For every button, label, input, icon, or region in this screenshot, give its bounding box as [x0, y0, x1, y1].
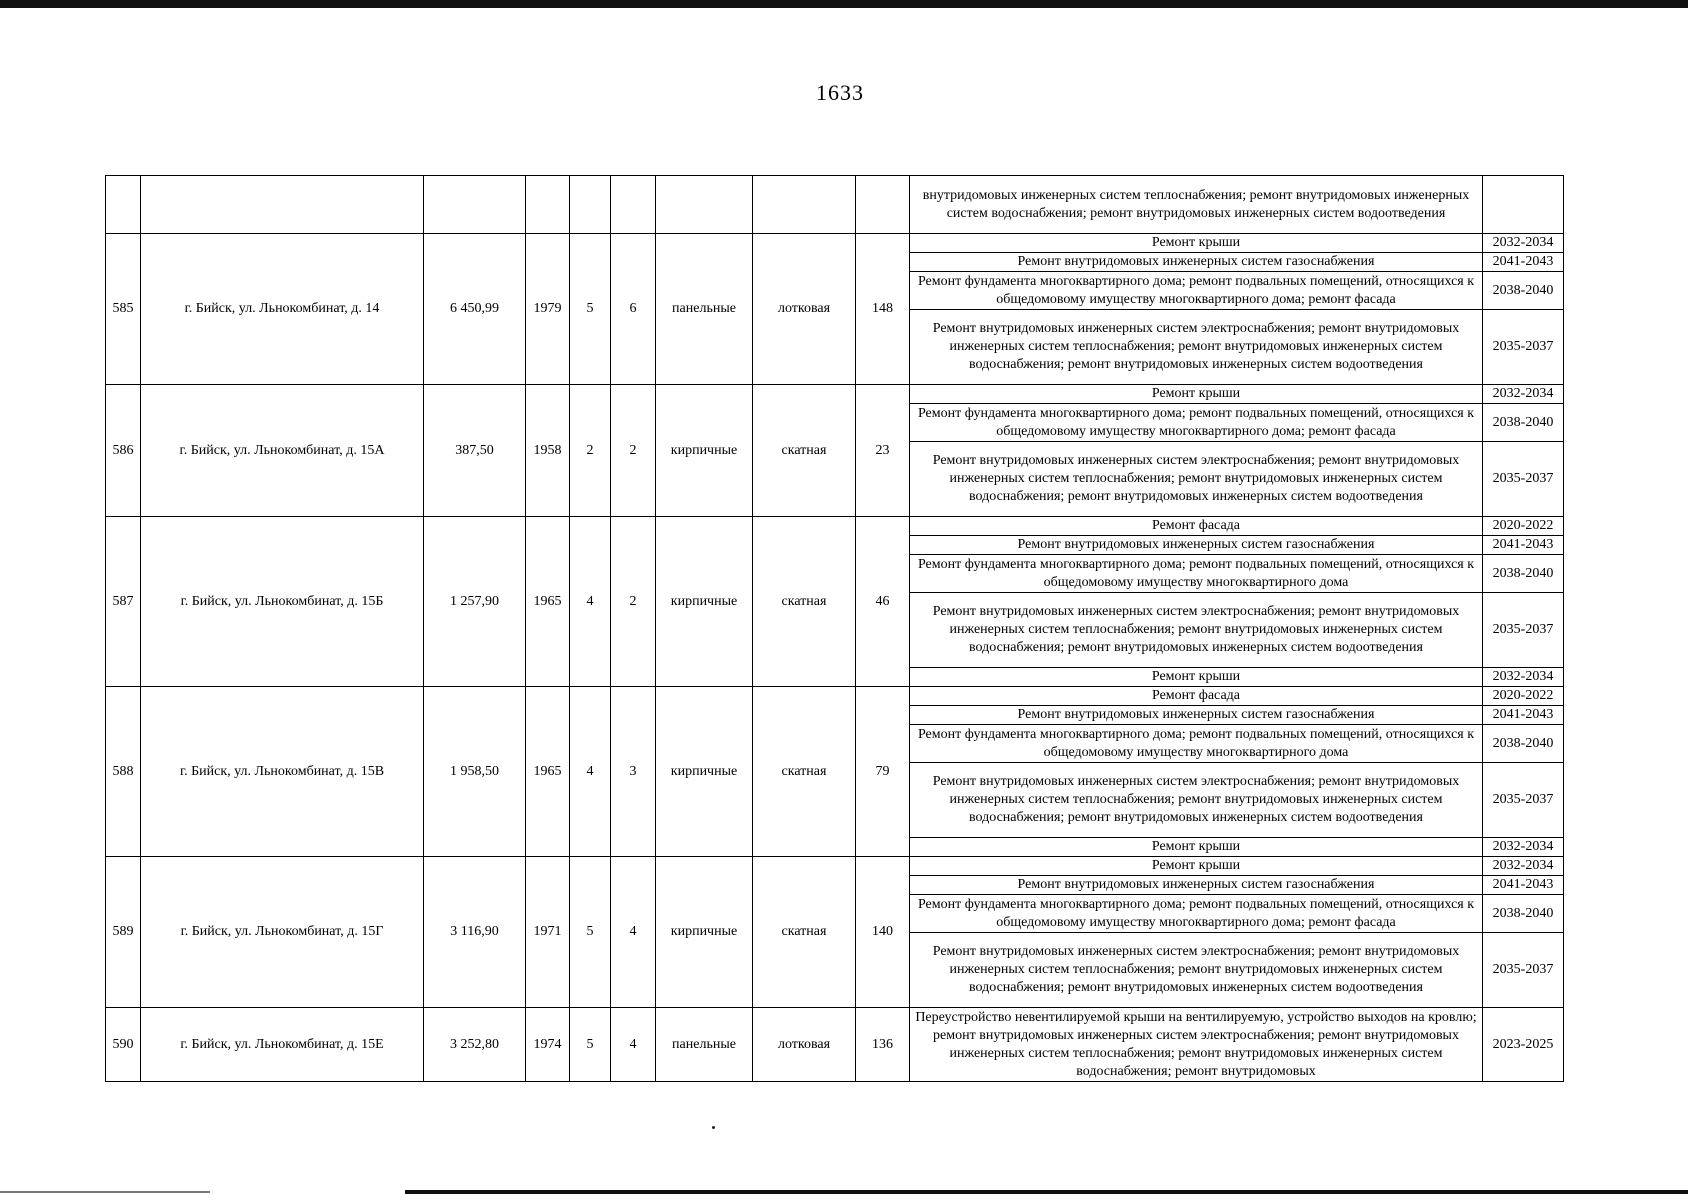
work-description-cell: Ремонт фундамента многоквартирного дома; ремонт подвальных помещений, относящихся к общедомовому имуществу многоквартирного дома	[910, 725, 1483, 763]
work-description-cell: Ремонт внутридомовых инженерных систем электроснабжения; ремонт внутридомовых инженерных систем теплоснабжения; ремонт внутридомовых инженерных систем водоснабжения; ремонт внутридомовых инженерных систем водоотведения	[910, 310, 1483, 385]
roof-type-cell: скатная	[753, 385, 856, 517]
entrances-cell: 2	[611, 517, 656, 687]
area-cell: 1 958,50	[424, 687, 526, 857]
work-period-cell: 2035-2037	[1483, 442, 1564, 517]
work-period-cell: 2038-2040	[1483, 272, 1564, 310]
work-description-cell: Ремонт крыши	[910, 857, 1483, 876]
work-description-cell: Ремонт внутридомовых инженерных систем электроснабжения; ремонт внутридомовых инженерных систем теплоснабжения; ремонт внутридомовых инженерных систем водоснабжения; ремонт внутридомовых инженерных систем водоотведения	[910, 763, 1483, 838]
year-cell	[526, 176, 570, 234]
work-period-cell: 2035-2037	[1483, 763, 1564, 838]
table-row	[106, 234, 1564, 253]
wall-material-cell: кирпичные	[656, 385, 753, 517]
residents-cell: 46	[856, 517, 910, 687]
wall-material-cell: кирпичные	[656, 687, 753, 857]
year-cell: 1971	[526, 857, 570, 1008]
work-period-cell: 2032-2034	[1483, 668, 1564, 687]
work-description-cell: Ремонт внутридомовых инженерных систем газоснабжения	[910, 253, 1483, 272]
work-period-cell: 2041-2043	[1483, 876, 1564, 895]
area-cell: 387,50	[424, 385, 526, 517]
floors-cell: 5	[570, 1008, 611, 1082]
work-description-cell: Ремонт внутридомовых инженерных систем электроснабжения; ремонт внутридомовых инженерных систем теплоснабжения; ремонт внутридомовых инженерных систем водоснабжения; ремонт внутридомовых инженерных систем водоотведения	[910, 442, 1483, 517]
address-cell: г. Бийск, ул. Льнокомбинат, д. 14	[141, 234, 424, 385]
year-cell: 1958	[526, 385, 570, 517]
row-number: 585	[106, 234, 141, 385]
work-period-cell: 2020-2022	[1483, 517, 1564, 536]
work-description-cell: Ремонт внутридомовых инженерных систем газоснабжения	[910, 536, 1483, 555]
roof-type-cell: лотковая	[753, 234, 856, 385]
table-row	[106, 687, 1564, 706]
wall-material-cell: кирпичные	[656, 517, 753, 687]
address-cell: г. Бийск, ул. Льнокомбинат, д. 15Е	[141, 1008, 424, 1082]
work-description-cell: Ремонт крыши	[910, 668, 1483, 687]
table-row	[106, 176, 1564, 234]
work-period-cell: 2038-2040	[1483, 895, 1564, 933]
floors-cell: 4	[570, 517, 611, 687]
work-description-cell: Ремонт фасада	[910, 687, 1483, 706]
floors-cell: 4	[570, 687, 611, 857]
roof-type-cell: скатная	[753, 857, 856, 1008]
row-number	[106, 176, 141, 234]
work-period-cell: 2035-2037	[1483, 593, 1564, 668]
work-description-cell: внутридомовых инженерных систем теплоснабжения; ремонт внутридомовых инженерных систем водоснабжения; ремонт внутридомовых инженерных систем водоотведения	[910, 176, 1483, 234]
area-cell: 3 252,80	[424, 1008, 526, 1082]
work-description-cell: Ремонт фасада	[910, 517, 1483, 536]
work-description-cell: Ремонт внутридомовых инженерных систем электроснабжения; ремонт внутридомовых инженерных систем теплоснабжения; ремонт внутридомовых инженерных систем водоснабжения; ремонт внутридомовых инженерных систем водоотведения	[910, 933, 1483, 1008]
row-number: 587	[106, 517, 141, 687]
work-description-cell: Ремонт внутридомовых инженерных систем газоснабжения	[910, 876, 1483, 895]
work-period-cell: 2032-2034	[1483, 385, 1564, 404]
roof-type-cell	[753, 176, 856, 234]
entrances-cell: 4	[611, 1008, 656, 1082]
scan-bottom-border-left	[0, 1191, 210, 1193]
row-number: 590	[106, 1008, 141, 1082]
entrances-cell: 4	[611, 857, 656, 1008]
scan-bottom-border	[405, 1190, 1688, 1194]
year-cell: 1965	[526, 687, 570, 857]
scan-top-border	[0, 0, 1688, 8]
wall-material-cell: панельные	[656, 234, 753, 385]
address-cell: г. Бийск, ул. Льнокомбинат, д. 15А	[141, 385, 424, 517]
overhaul-schedule-table	[105, 175, 1564, 1082]
residents-cell	[856, 176, 910, 234]
roof-type-cell: лотковая	[753, 1008, 856, 1082]
area-cell: 3 116,90	[424, 857, 526, 1008]
row-number: 588	[106, 687, 141, 857]
area-cell	[424, 176, 526, 234]
work-description-cell: Ремонт крыши	[910, 838, 1483, 857]
work-description-cell: Переустройство невентилируемой крыши на вентилируемую, устройство выходов на кровлю; ремонт внутридомовых инженерных систем электроснабжения; ремонт внутридомовых инженерных систем теплоснабжения; ремонт внутридомовых инженерных систем водоснабжения; ремонт внутридомовых	[910, 1008, 1483, 1082]
entrances-cell: 3	[611, 687, 656, 857]
work-period-cell: 2032-2034	[1483, 838, 1564, 857]
work-description-cell: Ремонт фундамента многоквартирного дома; ремонт подвальных помещений, относящихся к общедомовому имуществу многоквартирного дома; ремонт фасада	[910, 272, 1483, 310]
address-cell	[141, 176, 424, 234]
residents-cell: 148	[856, 234, 910, 385]
entrances-cell	[611, 176, 656, 234]
area-cell: 6 450,99	[424, 234, 526, 385]
work-period-cell: 2038-2040	[1483, 725, 1564, 763]
work-period-cell: 2032-2034	[1483, 857, 1564, 876]
work-period-cell: 2032-2034	[1483, 234, 1564, 253]
work-period-cell: 2035-2037	[1483, 933, 1564, 1008]
floors-cell	[570, 176, 611, 234]
scan-speck	[712, 1126, 715, 1129]
row-number: 589	[106, 857, 141, 1008]
table-row	[106, 385, 1564, 404]
work-description-cell: Ремонт фундамента многоквартирного дома; ремонт подвальных помещений, относящихся к общедомовому имуществу многоквартирного дома; ремонт фасада	[910, 404, 1483, 442]
entrances-cell: 2	[611, 385, 656, 517]
year-cell: 1979	[526, 234, 570, 385]
address-cell: г. Бийск, ул. Льнокомбинат, д. 15В	[141, 687, 424, 857]
year-cell: 1974	[526, 1008, 570, 1082]
table-row	[106, 857, 1564, 876]
wall-material-cell: панельные	[656, 1008, 753, 1082]
address-cell: г. Бийск, ул. Льнокомбинат, д. 15Б	[141, 517, 424, 687]
work-period-cell: 2041-2043	[1483, 706, 1564, 725]
residents-cell: 23	[856, 385, 910, 517]
work-period-cell: 2038-2040	[1483, 404, 1564, 442]
address-cell: г. Бийск, ул. Льнокомбинат, д. 15Г	[141, 857, 424, 1008]
roof-type-cell: скатная	[753, 517, 856, 687]
table-row	[106, 1008, 1564, 1082]
residents-cell: 136	[856, 1008, 910, 1082]
residents-cell: 140	[856, 857, 910, 1008]
floors-cell: 5	[570, 234, 611, 385]
work-description-cell: Ремонт фундамента многоквартирного дома; ремонт подвальных помещений, относящихся к общедомовому имуществу многоквартирного дома	[910, 555, 1483, 593]
work-description-cell: Ремонт крыши	[910, 234, 1483, 253]
wall-material-cell	[656, 176, 753, 234]
area-cell: 1 257,90	[424, 517, 526, 687]
year-cell: 1965	[526, 517, 570, 687]
floors-cell: 2	[570, 385, 611, 517]
roof-type-cell: скатная	[753, 687, 856, 857]
wall-material-cell: кирпичные	[656, 857, 753, 1008]
work-period-cell: 2041-2043	[1483, 253, 1564, 272]
work-description-cell: Ремонт внутридомовых инженерных систем электроснабжения; ремонт внутридомовых инженерных систем теплоснабжения; ремонт внутридомовых инженерных систем водоснабжения; ремонт внутридомовых инженерных систем водоотведения	[910, 593, 1483, 668]
work-description-cell: Ремонт внутридомовых инженерных систем газоснабжения	[910, 706, 1483, 725]
entrances-cell: 6	[611, 234, 656, 385]
work-period-cell: 2038-2040	[1483, 555, 1564, 593]
table-row	[106, 517, 1564, 536]
row-number: 586	[106, 385, 141, 517]
floors-cell: 5	[570, 857, 611, 1008]
work-period-cell	[1483, 176, 1564, 234]
work-description-cell: Ремонт фундамента многоквартирного дома; ремонт подвальных помещений, относящихся к общедомовому имуществу многоквартирного дома; ремонт фасада	[910, 895, 1483, 933]
work-period-cell: 2041-2043	[1483, 536, 1564, 555]
work-period-cell: 2035-2037	[1483, 310, 1564, 385]
work-period-cell: 2020-2022	[1483, 687, 1564, 706]
page-number: 1633	[816, 80, 864, 105]
work-description-cell: Ремонт крыши	[910, 385, 1483, 404]
work-period-cell: 2023-2025	[1483, 1008, 1564, 1082]
residents-cell: 79	[856, 687, 910, 857]
